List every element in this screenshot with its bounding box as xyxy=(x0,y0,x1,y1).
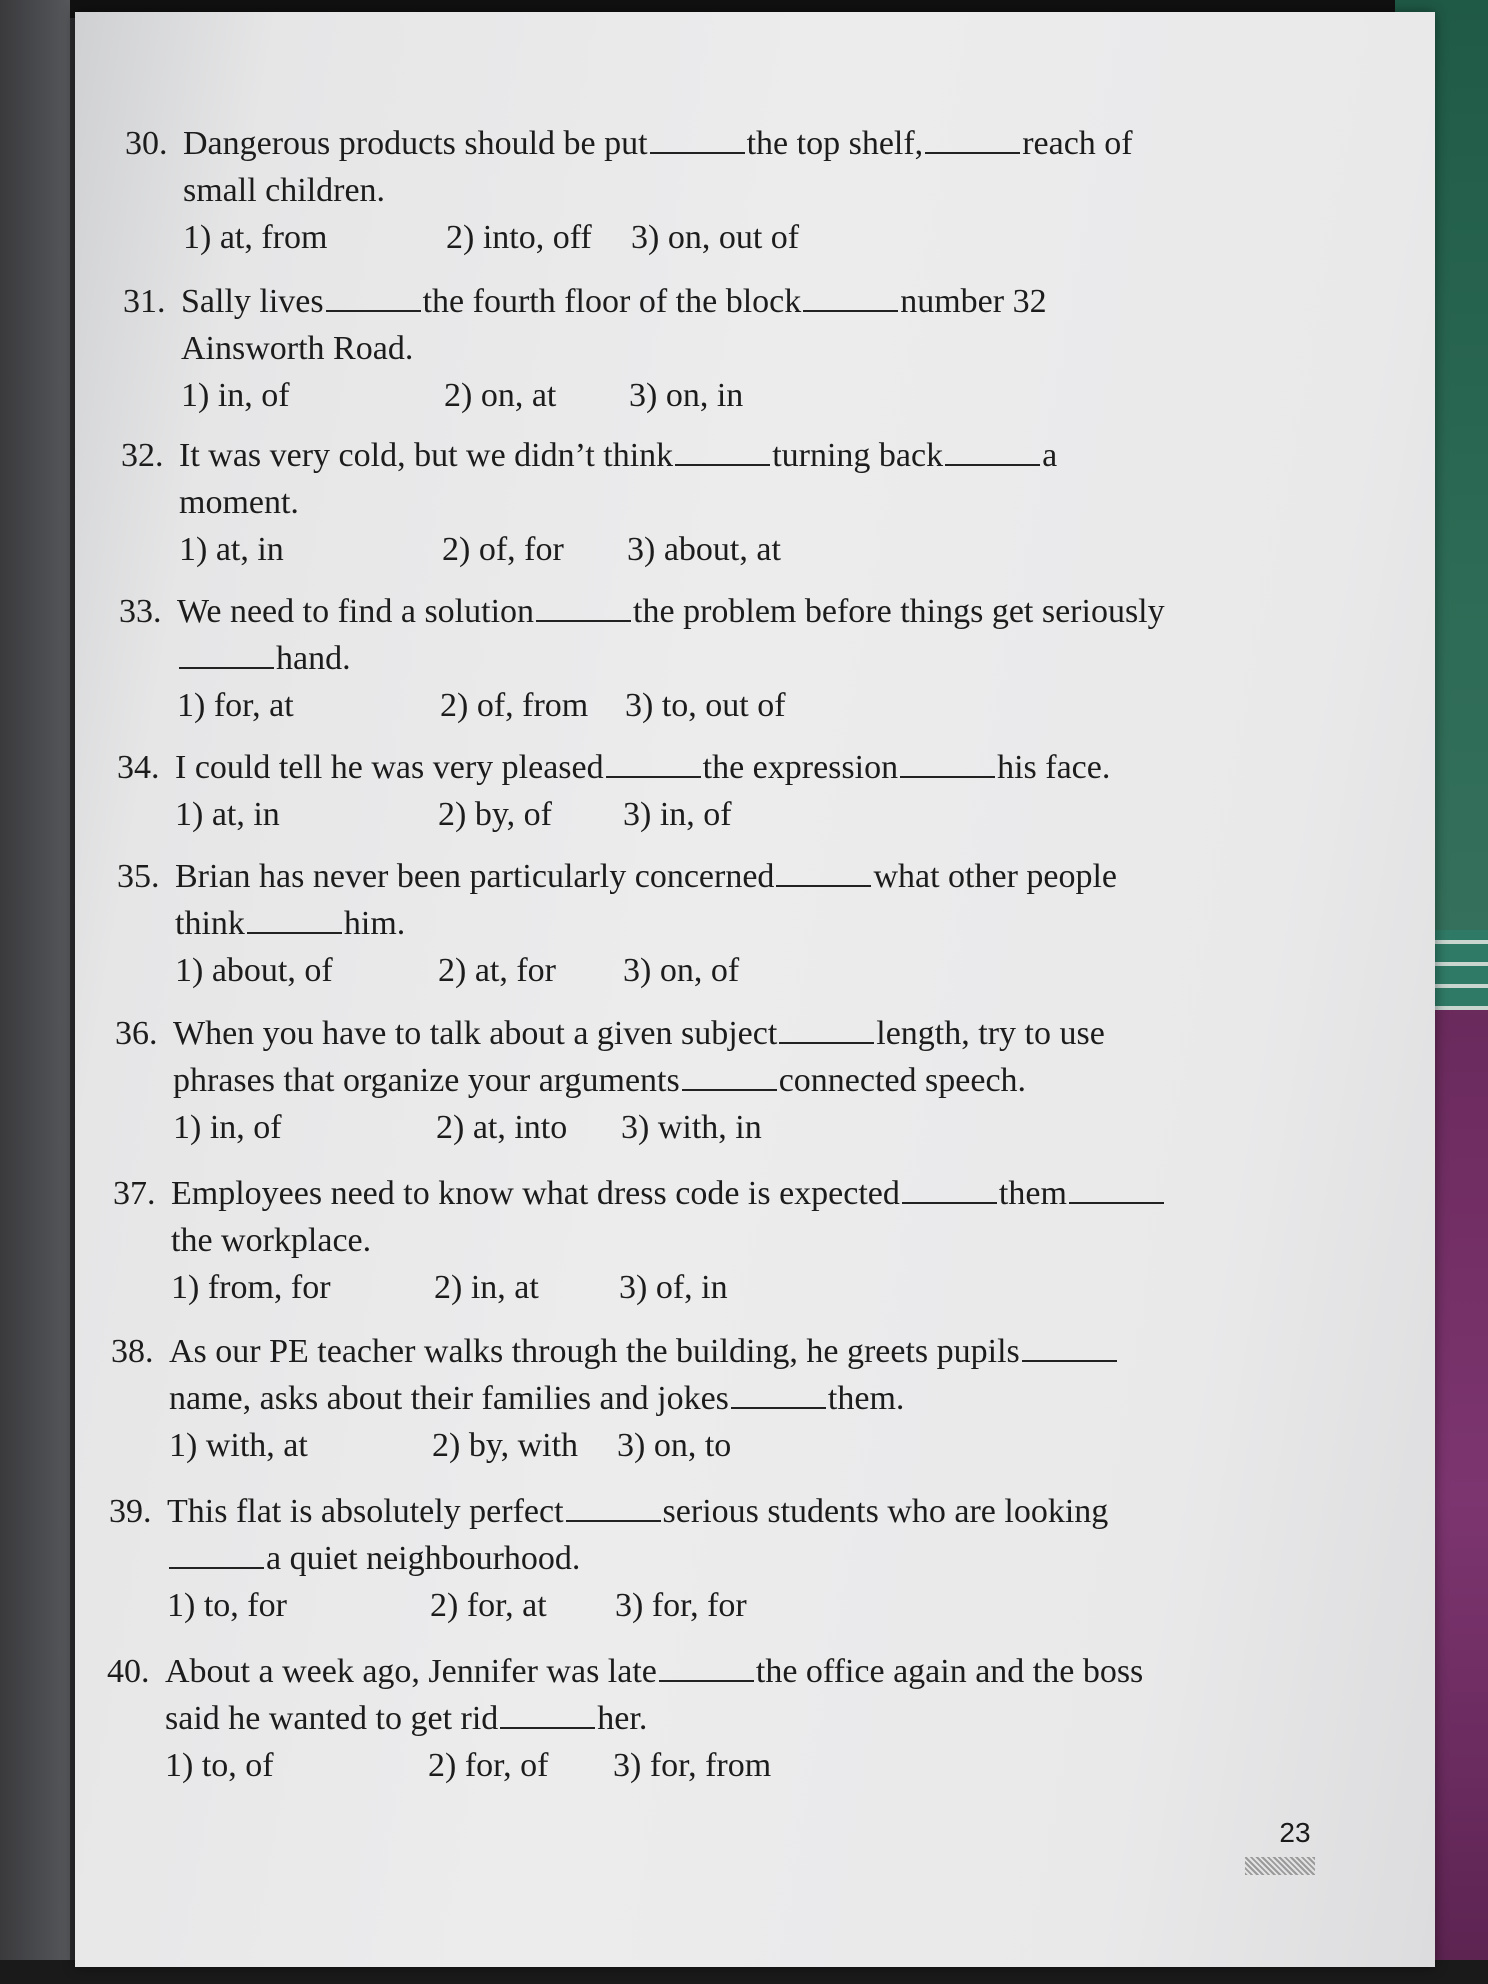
question-text: Brian has never been particularly concerned xyxy=(175,858,775,895)
answer-option-2: 2) for, of xyxy=(428,1747,549,1784)
question-text: her. xyxy=(597,1700,648,1737)
question-line-1 xyxy=(175,744,1110,791)
question-text: think xyxy=(175,905,245,942)
answer-blank xyxy=(247,902,342,934)
answer-option-3: 3) with, in xyxy=(621,1109,762,1146)
question-line-1 xyxy=(171,1170,1166,1217)
answer-option-3: 3) on, out of xyxy=(631,219,800,256)
question-text: connected speech. xyxy=(778,1062,1027,1099)
question-text: hand. xyxy=(276,640,351,677)
question-line-1 xyxy=(179,432,1057,479)
answer-option-1: 1) from, for xyxy=(171,1269,331,1306)
question-text: the expression xyxy=(702,749,899,786)
question-number: 34. xyxy=(117,749,160,786)
question-text: the workplace. xyxy=(171,1222,372,1259)
question-line-2 xyxy=(173,1057,1026,1104)
answer-blank xyxy=(925,122,1020,154)
answer-option-2: 2) of, for xyxy=(442,531,564,568)
question-text: him. xyxy=(343,905,406,942)
answer-option-3: 3) in, of xyxy=(623,796,732,833)
question-text: number 32 xyxy=(900,283,1047,320)
answer-option-3: 3) for, for xyxy=(615,1587,747,1624)
answer-option-3: 3) of, in xyxy=(619,1269,728,1306)
answer-option-1: 1) at, in xyxy=(175,796,280,833)
answer-blank xyxy=(902,1172,997,1204)
question-line-2 xyxy=(171,1217,371,1264)
question-text: small children. xyxy=(183,172,386,209)
question-text: the office again and the boss xyxy=(755,1653,1144,1690)
answer-option-3: 3) for, from xyxy=(613,1747,772,1784)
answer-blank xyxy=(731,1377,826,1409)
answer-option-2: 2) in, at xyxy=(434,1269,539,1306)
question-number: 40. xyxy=(107,1653,150,1690)
question-text: what other people xyxy=(873,858,1118,895)
question-line-2 xyxy=(181,325,413,372)
answer-option-1: 1) in, of xyxy=(173,1109,282,1146)
question-text: reach of xyxy=(1022,125,1133,162)
question-text: About a week ago, Jennifer was late xyxy=(165,1653,657,1690)
question-text: It was very cold, but we didn’t think xyxy=(179,437,674,474)
question-line-1 xyxy=(177,588,1165,635)
answer-option-1: 1) in, of xyxy=(181,377,290,414)
question-number: 30. xyxy=(125,125,168,162)
answer-option-2: 2) at, into xyxy=(436,1109,568,1146)
answer-blank xyxy=(659,1650,754,1682)
answer-option-3: 3) to, out of xyxy=(625,687,786,724)
answer-blank xyxy=(1022,1330,1117,1362)
question-line-1 xyxy=(173,1010,1105,1057)
question-number: 36. xyxy=(115,1015,158,1052)
answer-option-2: 2) by, with xyxy=(432,1427,579,1464)
background-left xyxy=(0,0,70,1984)
question-line-2 xyxy=(183,167,385,214)
question-text: them. xyxy=(827,1380,905,1417)
answer-option-3: 3) about, at xyxy=(627,531,781,568)
answer-blank xyxy=(945,434,1040,466)
question-number: 32. xyxy=(121,437,164,474)
answer-blank xyxy=(776,855,871,887)
answer-blank xyxy=(650,122,745,154)
question-number: 35. xyxy=(117,858,160,895)
answer-option-1: 1) to, of xyxy=(165,1747,274,1784)
answer-option-3: 3) on, to xyxy=(617,1427,732,1464)
question-text: them xyxy=(998,1175,1067,1212)
answer-blank xyxy=(675,434,770,466)
question-text: This flat is absolutely perfect xyxy=(167,1493,564,1530)
question-text: I could tell he was very pleased xyxy=(175,749,604,786)
question-text: the top shelf, xyxy=(746,125,924,162)
question-line-1 xyxy=(165,1648,1143,1695)
question-text: said he wanted to get rid xyxy=(165,1700,499,1737)
question-line-2 xyxy=(177,635,351,682)
question-line-1 xyxy=(183,120,1133,167)
question-number: 31. xyxy=(123,283,166,320)
question-number: 33. xyxy=(119,593,162,630)
answer-option-3: 3) on, in xyxy=(629,377,744,414)
answer-option-1: 1) to, for xyxy=(167,1587,287,1624)
answer-option-2: 2) on, at xyxy=(444,377,557,414)
answer-option-1: 1) about, of xyxy=(175,952,333,989)
question-list xyxy=(75,12,1435,1967)
question-text: turning back xyxy=(772,437,944,474)
question-text: Dangerous products should be put xyxy=(183,125,648,162)
question-line-2 xyxy=(169,1375,904,1422)
question-number: 39. xyxy=(109,1493,152,1530)
answer-blank xyxy=(606,746,701,778)
answer-blank xyxy=(566,1490,661,1522)
answer-option-1: 1) at, from xyxy=(183,219,328,256)
question-text: moment. xyxy=(179,484,299,521)
question-text: When you have to talk about a given subject xyxy=(173,1015,778,1052)
answer-blank xyxy=(169,1537,264,1569)
answer-option-1: 1) for, at xyxy=(177,687,294,724)
question-number: 37. xyxy=(113,1175,156,1212)
question-text: We need to find a solution xyxy=(177,593,535,630)
question-text: a quiet neighbourhood. xyxy=(266,1540,581,1577)
answer-option-2: 2) of, from xyxy=(440,687,589,724)
answer-option-2: 2) for, at xyxy=(430,1587,547,1624)
question-line-1 xyxy=(167,1488,1108,1535)
answer-option-2: 2) by, of xyxy=(438,796,552,833)
book-page xyxy=(75,12,1435,1967)
question-line-2 xyxy=(165,1695,647,1742)
question-text: length, try to use xyxy=(876,1015,1105,1052)
question-text: As our PE teacher walks through the building, he greets pupils xyxy=(169,1333,1020,1370)
answer-option-3: 3) on, of xyxy=(623,952,740,989)
page-number: 23 xyxy=(1279,1817,1311,1848)
question-text: Sally lives xyxy=(181,283,324,320)
answer-option-1: 1) at, in xyxy=(179,531,284,568)
page-number-decoration xyxy=(1245,1857,1315,1875)
question-text: his face. xyxy=(997,749,1111,786)
question-line-2 xyxy=(179,479,299,526)
answer-blank xyxy=(179,637,274,669)
answer-blank xyxy=(500,1697,595,1729)
answer-blank xyxy=(779,1012,874,1044)
question-text: the problem before things get seriously xyxy=(633,593,1165,630)
question-line-2 xyxy=(175,900,405,947)
answer-blank xyxy=(536,590,631,622)
answer-blank xyxy=(1069,1172,1164,1204)
answer-blank xyxy=(682,1059,777,1091)
answer-option-2: 2) at, for xyxy=(438,952,557,989)
question-text: the fourth floor of the block xyxy=(422,283,802,320)
answer-option-2: 2) into, off xyxy=(446,219,592,256)
question-text: serious students who are looking xyxy=(662,1493,1109,1530)
question-line-2 xyxy=(167,1535,580,1582)
question-line-1 xyxy=(175,853,1117,900)
question-text: Employees need to know what dress code is expected xyxy=(171,1175,900,1212)
answer-option-1: 1) with, at xyxy=(169,1427,308,1464)
question-text: name, asks about their families and jokes xyxy=(169,1380,729,1417)
question-text: phrases that organize your arguments xyxy=(173,1062,680,1099)
question-line-1 xyxy=(169,1328,1119,1375)
question-number: 38. xyxy=(111,1333,154,1370)
answer-blank xyxy=(803,280,898,312)
answer-blank xyxy=(900,746,995,778)
question-text: Ainsworth Road. xyxy=(181,330,414,367)
question-line-1 xyxy=(181,278,1047,325)
question-text: a xyxy=(1042,437,1058,474)
answer-blank xyxy=(326,280,421,312)
